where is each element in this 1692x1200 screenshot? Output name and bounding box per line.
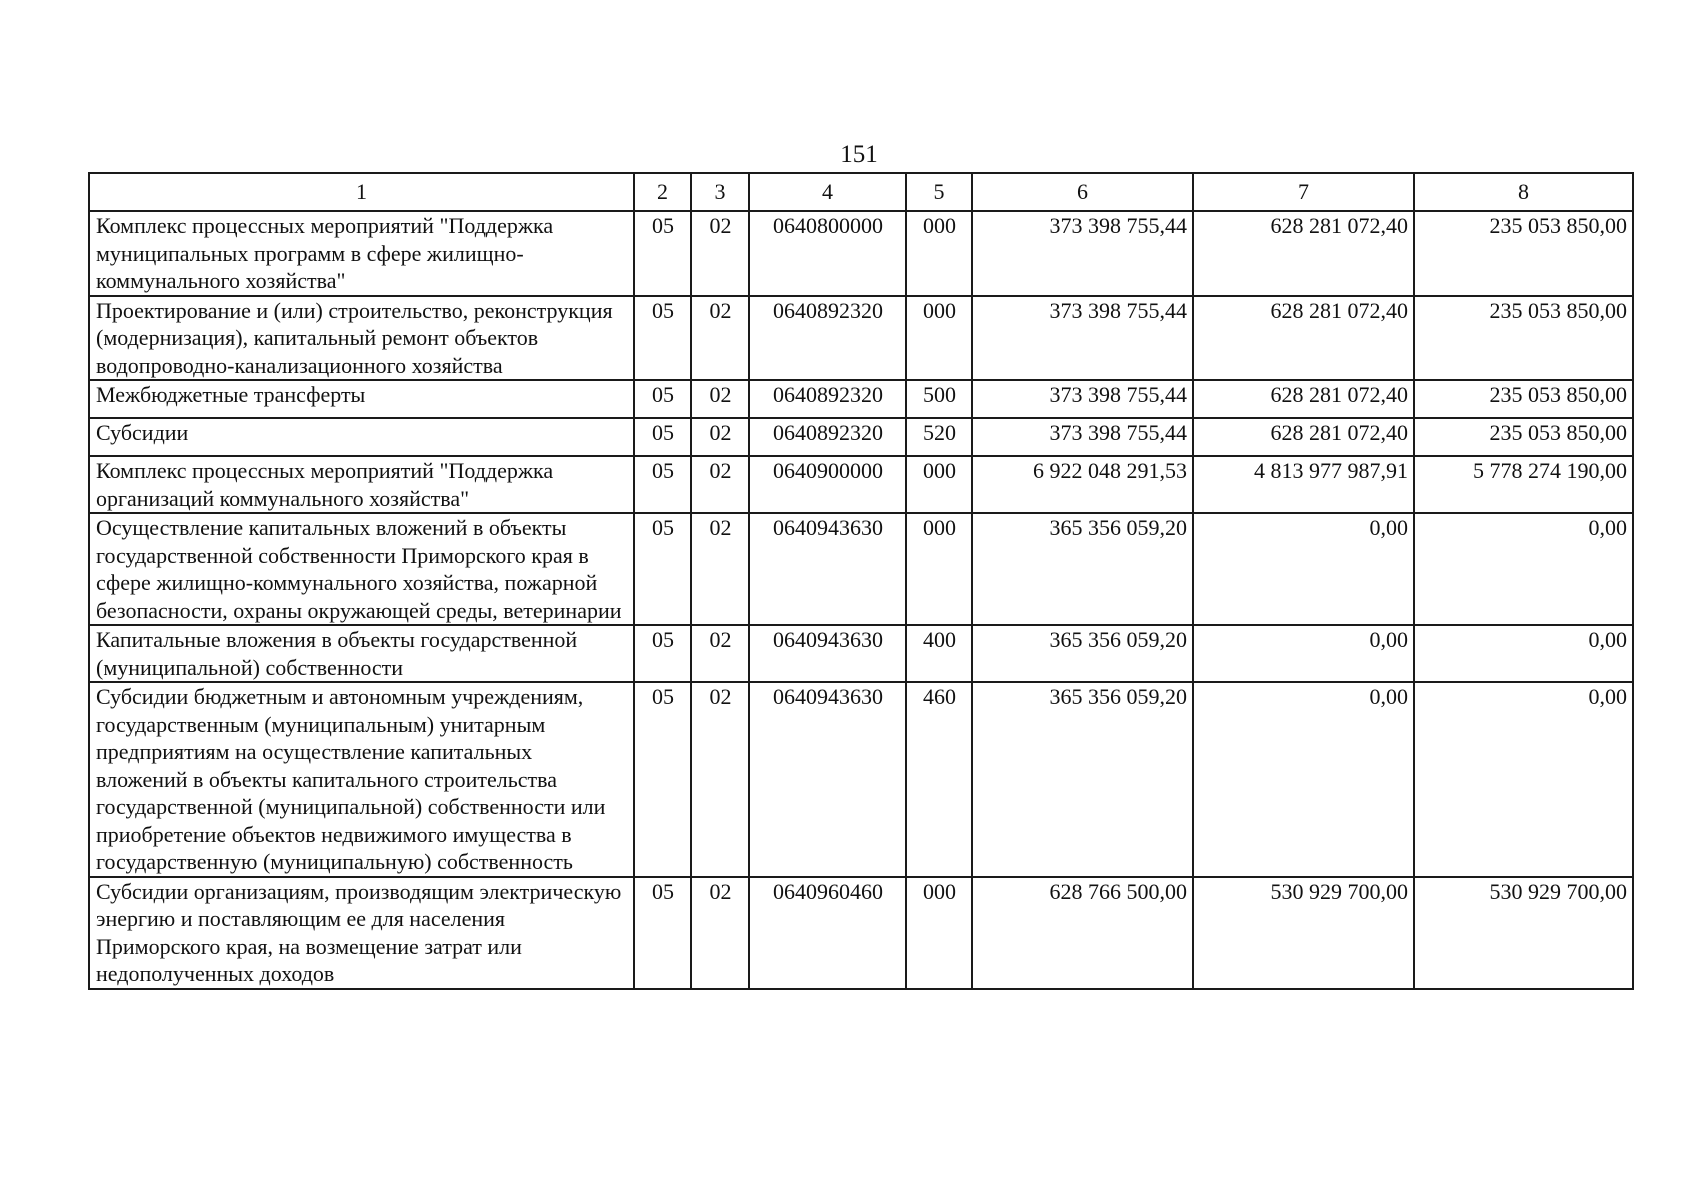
amount-column-7: 628 281 072,40 (1193, 380, 1414, 418)
table-row (89, 682, 1633, 877)
expense-name: Проектирование и (или) строительство, реконструкция (модернизация), капитальный ремонт объектов водопроводно-канализационного хозяйства (89, 296, 634, 381)
expense-type-code: 000 (906, 513, 972, 625)
subsection-code: 02 (691, 380, 749, 418)
table-row (89, 513, 1633, 625)
column-header: 6 (972, 173, 1193, 211)
subsection-code: 02 (691, 296, 749, 381)
expense-type-code: 520 (906, 418, 972, 456)
amount-column-8: 0,00 (1414, 625, 1633, 682)
target-article-code: 0640943630 (749, 513, 906, 625)
subsection-code: 02 (691, 513, 749, 625)
column-header: 8 (1414, 173, 1633, 211)
amount-column-8: 0,00 (1414, 513, 1633, 625)
amount-column-8: 235 053 850,00 (1414, 211, 1633, 296)
subsection-code: 02 (691, 877, 749, 989)
amount-column-7: 628 281 072,40 (1193, 418, 1414, 456)
section-code: 05 (634, 877, 691, 989)
amount-column-6: 373 398 755,44 (972, 418, 1193, 456)
expense-name: Осуществление капитальных вложений в объекты государственной собственности Приморского края в сфере жилищно-коммунального хозяйства, пожарной безопасности, охраны окружающей среды, ветеринарии (89, 513, 634, 625)
target-article-code: 0640800000 (749, 211, 906, 296)
amount-column-8: 530 929 700,00 (1414, 877, 1633, 989)
subsection-code: 02 (691, 456, 749, 513)
section-code: 05 (634, 682, 691, 877)
amount-column-6: 373 398 755,44 (972, 296, 1193, 381)
amount-column-6: 365 356 059,20 (972, 682, 1193, 877)
amount-column-7: 4 813 977 987,91 (1193, 456, 1414, 513)
table-row (89, 418, 1633, 456)
section-code: 05 (634, 456, 691, 513)
expense-type-code: 000 (906, 296, 972, 381)
target-article-code: 0640892320 (749, 296, 906, 381)
table-row (89, 211, 1633, 296)
expense-type-code: 000 (906, 211, 972, 296)
section-code: 05 (634, 211, 691, 296)
subsection-code: 02 (691, 418, 749, 456)
target-article-code: 0640943630 (749, 682, 906, 877)
amount-column-6: 373 398 755,44 (972, 211, 1193, 296)
section-code: 05 (634, 513, 691, 625)
expense-name: Комплекс процессных мероприятий "Поддержка муниципальных программ в сфере жилищно-коммунального хозяйства" (89, 211, 634, 296)
column-header: 5 (906, 173, 972, 211)
target-article-code: 0640892320 (749, 380, 906, 418)
amount-column-6: 365 356 059,20 (972, 513, 1193, 625)
expense-name: Капитальные вложения в объекты государственной (муниципальной) собственности (89, 625, 634, 682)
column-number-row (89, 173, 1633, 211)
expense-type-code: 500 (906, 380, 972, 418)
table-row (89, 456, 1633, 513)
amount-column-7: 0,00 (1193, 625, 1414, 682)
subsection-code: 02 (691, 211, 749, 296)
subsection-code: 02 (691, 682, 749, 877)
column-header: 4 (749, 173, 906, 211)
target-article-code: 0640900000 (749, 456, 906, 513)
amount-column-6: 628 766 500,00 (972, 877, 1193, 989)
target-article-code: 0640892320 (749, 418, 906, 456)
page-number: 151 (840, 141, 878, 168)
column-header: 3 (691, 173, 749, 211)
amount-column-8: 5 778 274 190,00 (1414, 456, 1633, 513)
amount-column-6: 365 356 059,20 (972, 625, 1193, 682)
amount-column-8: 0,00 (1414, 682, 1633, 877)
expense-name: Межбюджетные трансферты (89, 380, 634, 418)
section-code: 05 (634, 380, 691, 418)
amount-column-7: 628 281 072,40 (1193, 211, 1414, 296)
expense-name: Субсидии бюджетным и автономным учреждениям, государственным (муниципальным) унитарным предприятиям на осуществление капитальных вложений в объекты капитального строительства государственной (муниципальной) собственности или приобретение объектов недвижимого имущества в государственную (муниципальную) собственность (89, 682, 634, 877)
expense-name: Субсидии (89, 418, 634, 456)
column-header: 2 (634, 173, 691, 211)
amount-column-7: 0,00 (1193, 513, 1414, 625)
section-code: 05 (634, 625, 691, 682)
expense-name: Субсидии организациям, производящим электрическую энергию и поставляющим ее для населения Приморского края, на возмещение затрат или недополученных доходов (89, 877, 634, 989)
section-code: 05 (634, 296, 691, 381)
amount-column-6: 373 398 755,44 (972, 380, 1193, 418)
expense-name: Комплекс процессных мероприятий "Поддержка организаций коммунального хозяйства" (89, 456, 634, 513)
target-article-code: 0640943630 (749, 625, 906, 682)
amount-column-6: 6 922 048 291,53 (972, 456, 1193, 513)
expense-type-code: 460 (906, 682, 972, 877)
budget-table (88, 172, 1634, 990)
column-header: 7 (1193, 173, 1414, 211)
table-row (89, 625, 1633, 682)
column-header: 1 (89, 173, 634, 211)
subsection-code: 02 (691, 625, 749, 682)
target-article-code: 0640960460 (749, 877, 906, 989)
table-row (89, 380, 1633, 418)
table-row (89, 877, 1633, 989)
amount-column-8: 235 053 850,00 (1414, 380, 1633, 418)
expense-type-code: 000 (906, 456, 972, 513)
expense-type-code: 000 (906, 877, 972, 989)
expense-type-code: 400 (906, 625, 972, 682)
amount-column-7: 0,00 (1193, 682, 1414, 877)
amount-column-8: 235 053 850,00 (1414, 418, 1633, 456)
amount-column-7: 628 281 072,40 (1193, 296, 1414, 381)
table-row (89, 296, 1633, 381)
amount-column-8: 235 053 850,00 (1414, 296, 1633, 381)
section-code: 05 (634, 418, 691, 456)
amount-column-7: 530 929 700,00 (1193, 877, 1414, 989)
